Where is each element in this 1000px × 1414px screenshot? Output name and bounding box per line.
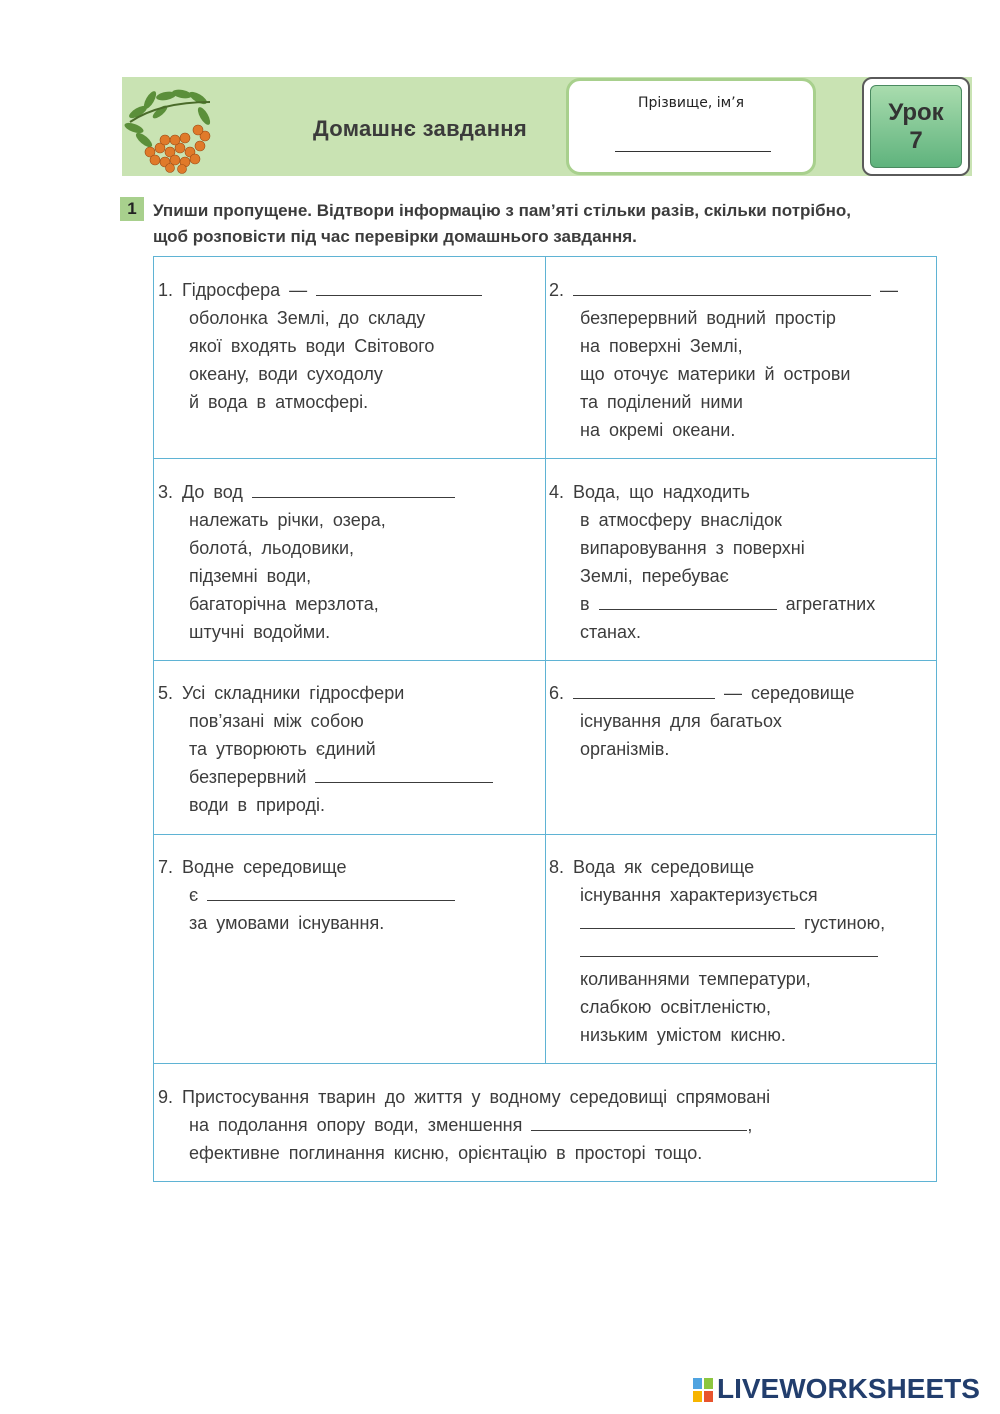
cell-number: 6. [549, 683, 565, 703]
cell-text: агрегатних [785, 594, 876, 614]
cell-text: багаторічна мерзлота, [189, 594, 379, 614]
cell-9 [158, 1083, 770, 1167]
answer-blank-7[interactable] [207, 882, 455, 901]
task-instruction-line-2: щоб розповісти під час перевірки домашнього завдання. [153, 227, 637, 246]
cell-text: існування характеризується [580, 885, 818, 905]
lesson-badge [862, 77, 970, 176]
cell-text: штучні водойми. [189, 622, 331, 642]
cell-text: станах. [580, 622, 642, 642]
lesson-word: Урок [888, 98, 944, 126]
cell-text: безперервний [189, 767, 307, 787]
header-banner [122, 77, 972, 176]
answer-blank-2[interactable] [573, 277, 871, 296]
cell-text: Пристосування тварин до життя у водному середовищі спрямовані [182, 1087, 771, 1107]
cell-number: 7. [158, 857, 174, 877]
cell-8 [549, 853, 885, 1049]
cell-text: є [189, 885, 199, 905]
liveworksheets-logo-icon [693, 1378, 713, 1402]
cell-text: на окремі океани. [580, 420, 736, 440]
cell-number: 4. [549, 482, 565, 502]
answer-blank-4[interactable] [599, 591, 777, 610]
name-field-box [566, 78, 816, 175]
cell-text: та поділений ними [580, 392, 743, 412]
liveworksheets-brand: LIVEWORKSHEETS [717, 1373, 980, 1404]
cell-text: океану, води суходолу [189, 364, 383, 384]
cell-text: слабкою освітленістю, [580, 997, 772, 1017]
answer-blank-3[interactable] [252, 479, 455, 498]
cell-text: Вода, що надходить [573, 482, 750, 502]
cell-text: випаровування з поверхні [580, 538, 805, 558]
cell-number: 2. [549, 280, 565, 300]
cell-text: коливаннями температури, [580, 969, 811, 989]
cell-2 [549, 276, 898, 444]
cell-text: й вода в атмосфері. [189, 392, 369, 412]
cell-text: на поверхні Землі, [580, 336, 743, 356]
cell-3 [158, 478, 455, 646]
answer-blank-9[interactable] [531, 1112, 747, 1131]
cell-text: До вод [182, 482, 243, 502]
cell-text: густиною, [804, 913, 886, 933]
cell-text: низьким умістом кисню. [580, 1025, 786, 1045]
cell-text: безперервний водний простір [580, 308, 836, 328]
cell-text: Землі, перебуває [580, 566, 729, 586]
cell-number: 5. [158, 683, 174, 703]
task-number: 1 [120, 197, 144, 221]
cell-number: 1. [158, 280, 174, 300]
cell-text: ефективне поглинання кисню, орієнтацію в просторі тощо. [189, 1143, 703, 1163]
cell-7 [158, 853, 455, 937]
cell-text: Гідросфера — [182, 280, 308, 300]
cell-4 [549, 478, 875, 646]
cell-text: організмів. [580, 739, 670, 759]
grid-column-divider [545, 256, 546, 1063]
cell-text: — [880, 280, 899, 300]
cell-text: пов’язані між собою [189, 711, 364, 731]
cell-text: що оточує материки й острови [580, 364, 851, 384]
cell-text: оболонка Землі, до складу [189, 308, 426, 328]
cell-text: , [747, 1115, 753, 1135]
cell-text: води в природі. [189, 795, 326, 815]
name-input[interactable] [615, 151, 771, 152]
cell-number: 8. [549, 857, 565, 877]
cell-text: за умовами існування. [189, 913, 385, 933]
cell-text: існування для багатьох [580, 711, 782, 731]
page-title: Домашнє завдання [313, 116, 528, 141]
cell-text: на подолання опору води, зменшення [189, 1115, 523, 1135]
cell-text: Водне середовище [182, 857, 347, 877]
cell-number: 9. [158, 1087, 174, 1107]
answer-blank-8a[interactable] [580, 910, 795, 929]
answer-blank-8b[interactable] [580, 938, 878, 957]
name-label: Прізвище, ім’я [637, 95, 745, 111]
cell-6 [549, 679, 854, 763]
rowan-branch-icon [120, 82, 220, 174]
cell-text: Усі складники гідросфери [182, 683, 405, 703]
cell-1 [158, 276, 482, 416]
grid-divider [153, 1063, 937, 1064]
cell-text: та утворюють єдиний [189, 739, 376, 759]
cell-text: належать річки, озера, [189, 510, 386, 530]
cell-text: в [580, 594, 590, 614]
answer-blank-5[interactable] [315, 764, 493, 783]
cell-number: 3. [158, 482, 174, 502]
lesson-number: 7 [909, 126, 923, 154]
task-instruction [153, 198, 953, 250]
cell-5 [158, 679, 493, 819]
cell-text: підземні води, [189, 566, 312, 586]
cell-text: якої входять води Світового [189, 336, 435, 356]
answer-blank-6[interactable] [573, 680, 715, 699]
cell-text: болотá, льодовики, [189, 538, 355, 558]
cell-text: — середовище [724, 683, 855, 703]
task-instruction-line-1: Упиши пропущене. Відтвори інформацію з пам’яті стільки разів, скільки потрібно, [153, 201, 852, 220]
answer-blank-1[interactable] [316, 277, 482, 296]
cell-text: в атмосферу внаслідок [580, 510, 782, 530]
cell-text: Вода як середовище [573, 857, 755, 877]
